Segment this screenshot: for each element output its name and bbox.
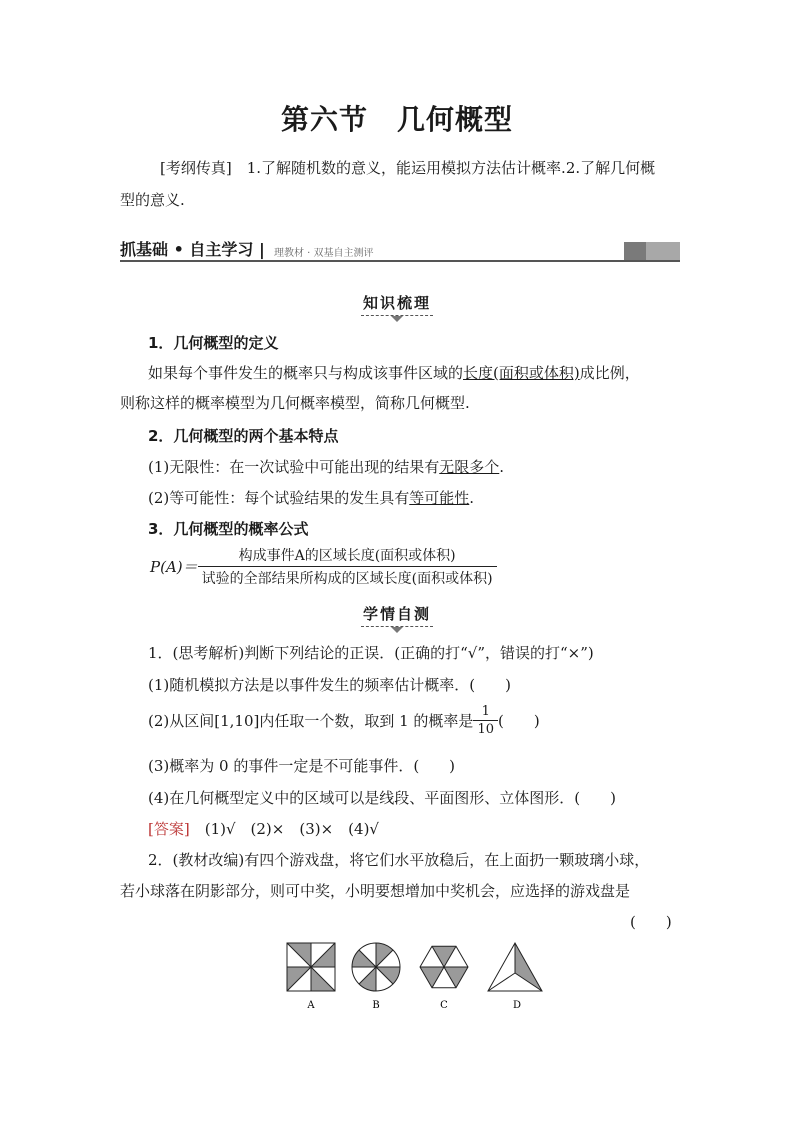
q2-line1: 2．(教材改编)有四个游戏盘，将它们水平放稳后，在上面扔一颗玻璃小球， [148, 851, 650, 869]
q1-stem: 1．(思考解析)判断下列结论的正误．(正确的打“√”，错误的打“×”) [148, 644, 594, 662]
formula-numerator: 构成事件A的区域长度(面积或体积) [198, 545, 497, 567]
figure-c-hexagon [420, 946, 468, 988]
figure-label-a: A [307, 1000, 315, 1011]
syllabus-label: [考纲传真] [160, 159, 232, 177]
probability-formula: P(A)＝ $\frac{\text{构成事件A的区域长度(面积或体积)}}{\text{试验的全部结果所构成的区域长度(面积或体积)}}$ [150, 545, 497, 588]
syllabus-text-2: 型的意义. [120, 191, 185, 209]
band-block-dark [624, 242, 646, 260]
figure-a-square [287, 943, 335, 991]
syllabus-note [120, 152, 682, 216]
q1-answer: [答案] (1)√ (2)× (3)× (4)√ [148, 820, 379, 838]
syllabus-text: 1.了解随机数的意义，能运用模拟方法估计概率.2.了解几何概 [246, 159, 656, 177]
band-rule [120, 260, 680, 262]
section-band [120, 240, 680, 262]
figure-d-triangle [488, 943, 542, 991]
formula-denominator: 试验的全部结果所构成的区域长度(面积或体积) [201, 571, 493, 587]
band-bar: | [258, 240, 265, 259]
q1-statement-2: (2)从区间[1,10]内任取一个数，取到 1 的概率是 $\frac{1}{10}$ ( ) [148, 704, 540, 737]
band-title: 抓基础 • 自主学习 [120, 240, 254, 259]
k1-heading: 1．几何概型的定义 [148, 334, 279, 352]
q1-statement-1: (1)随机模拟方法是以事件发生的频率估计概率．( ) [148, 676, 511, 694]
band-block-light [646, 242, 680, 260]
q2-answer-paren: ( ) [630, 913, 672, 931]
q1-statement-4: (4)在几何概型定义中的区域可以是线段、平面图形、立体图形．( ) [148, 789, 616, 807]
band-subtitle: 理教材 · 双基自主测评 [274, 248, 374, 259]
k2-item1: (1)无限性：在一次试验中可能出现的结果有无限多个. [148, 458, 505, 476]
k2-item2: (2)等可能性：每个试验结果的发生具有等可能性. [148, 489, 475, 507]
figure-b-circle [352, 943, 400, 991]
k3-heading: 3．几何概型的概率公式 [148, 520, 309, 538]
k1-line2: 则称这样的概率模型为几何概率模型，简称几何概型. [120, 394, 470, 412]
k2-heading: 2．几何概型的两个基本特点 [148, 427, 339, 445]
page-title: 第六节 几何概型 [280, 103, 513, 136]
game-board-figures [270, 935, 570, 1015]
q1-statement-3: (3)概率为 0 的事件一定是不可能事件．( ) [148, 757, 456, 775]
section-knowledge: 知识梳理 [0, 292, 794, 316]
section-selftest: 学情自测 [0, 603, 794, 627]
figure-label-b: B [372, 1000, 380, 1011]
k1-line1: 如果每个事件发生的概率只与构成该事件区域的长度(面积或体积)成比例， [148, 364, 640, 382]
figure-label-d: D [512, 1000, 522, 1011]
q2-line2: 若小球落在阴影部分，则可中奖，小明要想增加中奖机会，应选择的游戏盘是 [120, 882, 631, 900]
figure-label-c: C [440, 1000, 448, 1011]
